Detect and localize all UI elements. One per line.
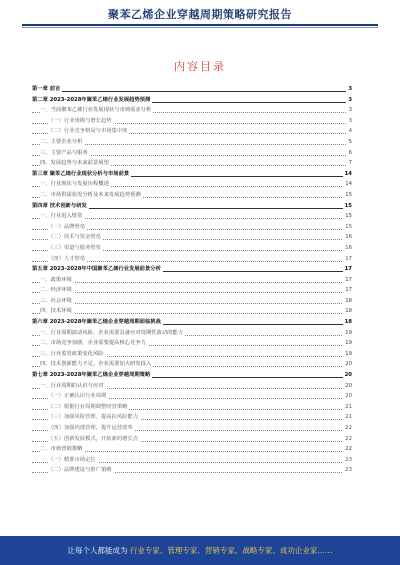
- toc-entry[interactable]: [32, 359, 352, 370]
- toc-entry-page: 15: [343, 201, 352, 212]
- toc-entry-text: 二、经济环境: [40, 287, 72, 294]
- footer-slogan-accent: 行业专家、管理专家、营销专家、战略专家、成功企业家……: [129, 546, 333, 555]
- toc-entry-page: 3: [346, 84, 352, 95]
- toc-entry-page: 18: [343, 306, 352, 317]
- toc-entry-text: （一）行业规模与增长趋势: [48, 117, 112, 124]
- toc-entry-page: 23: [343, 465, 352, 476]
- toc-entry-page: 21: [343, 412, 352, 423]
- toc-entry-text: 一、政策环境: [40, 276, 72, 283]
- toc-entry[interactable]: [32, 465, 352, 476]
- toc-entry[interactable]: [32, 105, 352, 116]
- header-divider: [22, 24, 378, 26]
- toc-entry[interactable]: [32, 381, 352, 392]
- toc-entry[interactable]: [32, 137, 352, 148]
- toc-entry-text: 一、行业进入壁垒: [40, 213, 83, 220]
- toc-entry-text: 第三章 聚苯乙烯行业现状分析与市场前景: [32, 170, 130, 177]
- toc-entry-text: 第五章 2023-2028年中国聚苯乙烯行业发展前景分析: [32, 266, 161, 273]
- toc-entry-text: （一）精准市场定位: [48, 456, 96, 463]
- toc-entry[interactable]: [32, 264, 352, 275]
- toc-entry[interactable]: [32, 84, 352, 95]
- toc-entry[interactable]: [32, 232, 352, 243]
- toc-entry[interactable]: [32, 317, 352, 328]
- toc-entry-page: 20: [343, 391, 352, 402]
- toc-entry-text: （二）技术与资金壁垒: [48, 234, 101, 241]
- toc-entry-text: 三、社会环境: [40, 297, 72, 304]
- toc-entry[interactable]: [32, 211, 352, 222]
- toc-entry[interactable]: [32, 391, 352, 402]
- toc-entry[interactable]: [32, 190, 352, 201]
- toc-entry-text: 四、技术创新能力不足，企业需要加大研发投入: [40, 361, 152, 368]
- toc-entry[interactable]: [32, 338, 352, 349]
- toc-entry-text: 第四章 技术创新与研发: [32, 202, 87, 209]
- toc-entry-text: 二、市场供需状况分析及未来发展趋势预测: [40, 191, 141, 198]
- footer-slogan-lead: 让每个人都能成为: [67, 546, 128, 555]
- toc-entry[interactable]: [32, 179, 352, 190]
- toc-entry-text: （一）品牌壁垒: [48, 223, 86, 230]
- toc-entry[interactable]: [32, 243, 352, 254]
- toc-entry-text: 二、主要企业分析: [40, 138, 83, 145]
- toc-entry-text: 第六章 2023-2028年聚苯乙烯企业穿越周期面临挑战: [32, 319, 161, 326]
- toc-entry-text: （四）人才壁垒: [48, 255, 86, 262]
- toc-entry[interactable]: [32, 306, 352, 317]
- toc-entry-page: 20: [343, 370, 352, 381]
- footer-slogan: [0, 545, 400, 556]
- toc-entry-page: 19: [343, 328, 352, 339]
- toc-entry-page: 14: [343, 169, 352, 180]
- toc-entry[interactable]: [32, 148, 352, 159]
- toc-entry-text: 第二章 2023-2028年聚苯乙烯行业发展趋势预测: [32, 96, 151, 103]
- toc-entry-text: 一、行业周期的认识与应对: [40, 382, 104, 389]
- toc-entry[interactable]: [32, 169, 352, 180]
- toc-entry[interactable]: [32, 222, 352, 233]
- toc-entry-page: 23: [343, 455, 352, 466]
- toc-entry-page: 6: [347, 148, 352, 159]
- toc-entry-text: （三）渠道与服务壁垒: [48, 244, 101, 251]
- toc-entry[interactable]: [32, 285, 352, 296]
- toc-entry-page: 16: [343, 232, 352, 243]
- toc-entry-text: 二、市场营销策略: [40, 446, 83, 453]
- toc-entry-text: 三、行业监管政策变化风险: [40, 350, 104, 357]
- toc-entry[interactable]: [32, 434, 352, 445]
- toc-entry-page: 16: [343, 243, 352, 254]
- toc-entry-page: 17: [343, 254, 352, 265]
- toc-entry-page: 15: [343, 190, 352, 201]
- toc-entry-page: 20: [343, 381, 352, 392]
- toc-entry-page: 22: [343, 423, 352, 434]
- toc-entry[interactable]: [32, 370, 352, 381]
- toc-entry-page: 3: [347, 116, 352, 127]
- toc-entry-page: 17: [343, 264, 352, 275]
- toc-entry-text: 四、技术环境: [40, 308, 72, 315]
- toc-entry-text: 一、行业现状与发展历程概述: [40, 181, 109, 188]
- toc-entry-page: 3: [347, 105, 352, 116]
- toc-entry-page: 21: [343, 402, 352, 413]
- toc-entry-text: （五）创新发展模式，开拓新的增长点: [48, 435, 139, 442]
- toc-entry-page: 22: [343, 444, 352, 455]
- toc-entry-page: 3: [346, 95, 352, 106]
- toc-entry-page: 7: [347, 158, 352, 169]
- table-of-contents: [32, 84, 352, 476]
- toc-entry[interactable]: [32, 95, 352, 106]
- toc-entry[interactable]: [32, 116, 352, 127]
- toc-entry-text: （二）品牌建设与推广策略: [48, 467, 112, 474]
- toc-title: 内容目录: [174, 60, 226, 73]
- toc-entry[interactable]: [32, 412, 352, 423]
- toc-entry-page: 5: [347, 137, 352, 148]
- toc-entry[interactable]: [32, 201, 352, 212]
- toc-entry-text: 四、发展趋势与未来前景展望: [40, 160, 109, 167]
- toc-entry-page: 19: [343, 349, 352, 360]
- report-title: 聚苯乙烯企业穿越周期策略研究报告: [108, 8, 292, 21]
- toc-entry-page: 18: [343, 317, 352, 328]
- toc-entry-text: 二、市场竞争加剧，企业需要提高核心竞争力: [40, 340, 146, 347]
- toc-entry-text: 第一章 前言: [32, 86, 61, 92]
- toc-entry-page: 20: [343, 359, 352, 370]
- toc-entry-text: 三、主要产品与服务: [40, 149, 88, 156]
- toc-entry-text: （四）加强内部管理，提升运营效率: [48, 425, 133, 431]
- toc-entry-page: 4: [347, 126, 352, 137]
- toc-entry[interactable]: [32, 158, 352, 169]
- toc-entry-text: （一）正确认识行业周期: [48, 393, 107, 400]
- toc-entry-text: （三）加强风险管理，提高抗风险能力: [48, 414, 139, 421]
- header-divider-thin: [22, 27, 378, 28]
- toc-entry-page: 19: [343, 338, 352, 349]
- toc-entry[interactable]: [32, 254, 352, 265]
- toc-entry-page: 17: [343, 285, 352, 296]
- toc-entry-page: 15: [343, 222, 352, 233]
- toc-entry[interactable]: [32, 296, 352, 307]
- toc-entry-page: 22: [343, 434, 352, 445]
- toc-entry[interactable]: [32, 423, 352, 434]
- toc-entry[interactable]: [32, 275, 352, 286]
- toc-entry-text: （二）根据行业周期调整经营策略: [48, 403, 128, 410]
- toc-entry[interactable]: [32, 126, 352, 137]
- toc-entry[interactable]: [32, 402, 352, 413]
- toc-entry-text: 第七章 2023-2028年聚苯乙烯企业穿越周期策略: [32, 372, 151, 379]
- toc-entry[interactable]: [32, 444, 352, 455]
- toc-entry-page: 17: [343, 275, 352, 286]
- page-footer: [0, 536, 400, 565]
- toc-entry[interactable]: [32, 349, 352, 360]
- toc-entry-text: （二）行业竞争格局与市场集中度: [48, 128, 128, 135]
- toc-entry-page: 18: [343, 296, 352, 307]
- toc-entry-page: 14: [343, 179, 352, 190]
- toc-entry-text: 一、行业周期波动风险，企业需要具备应对周期性波动的能力: [40, 329, 184, 336]
- page-header: [0, 0, 400, 40]
- toc-entry[interactable]: [32, 328, 352, 339]
- toc-entry[interactable]: [32, 455, 352, 466]
- toc-entry-page: 15: [343, 211, 352, 222]
- toc-entry-text: 一、当前聚苯乙烯行业发展现状与市场需求分析: [40, 107, 152, 114]
